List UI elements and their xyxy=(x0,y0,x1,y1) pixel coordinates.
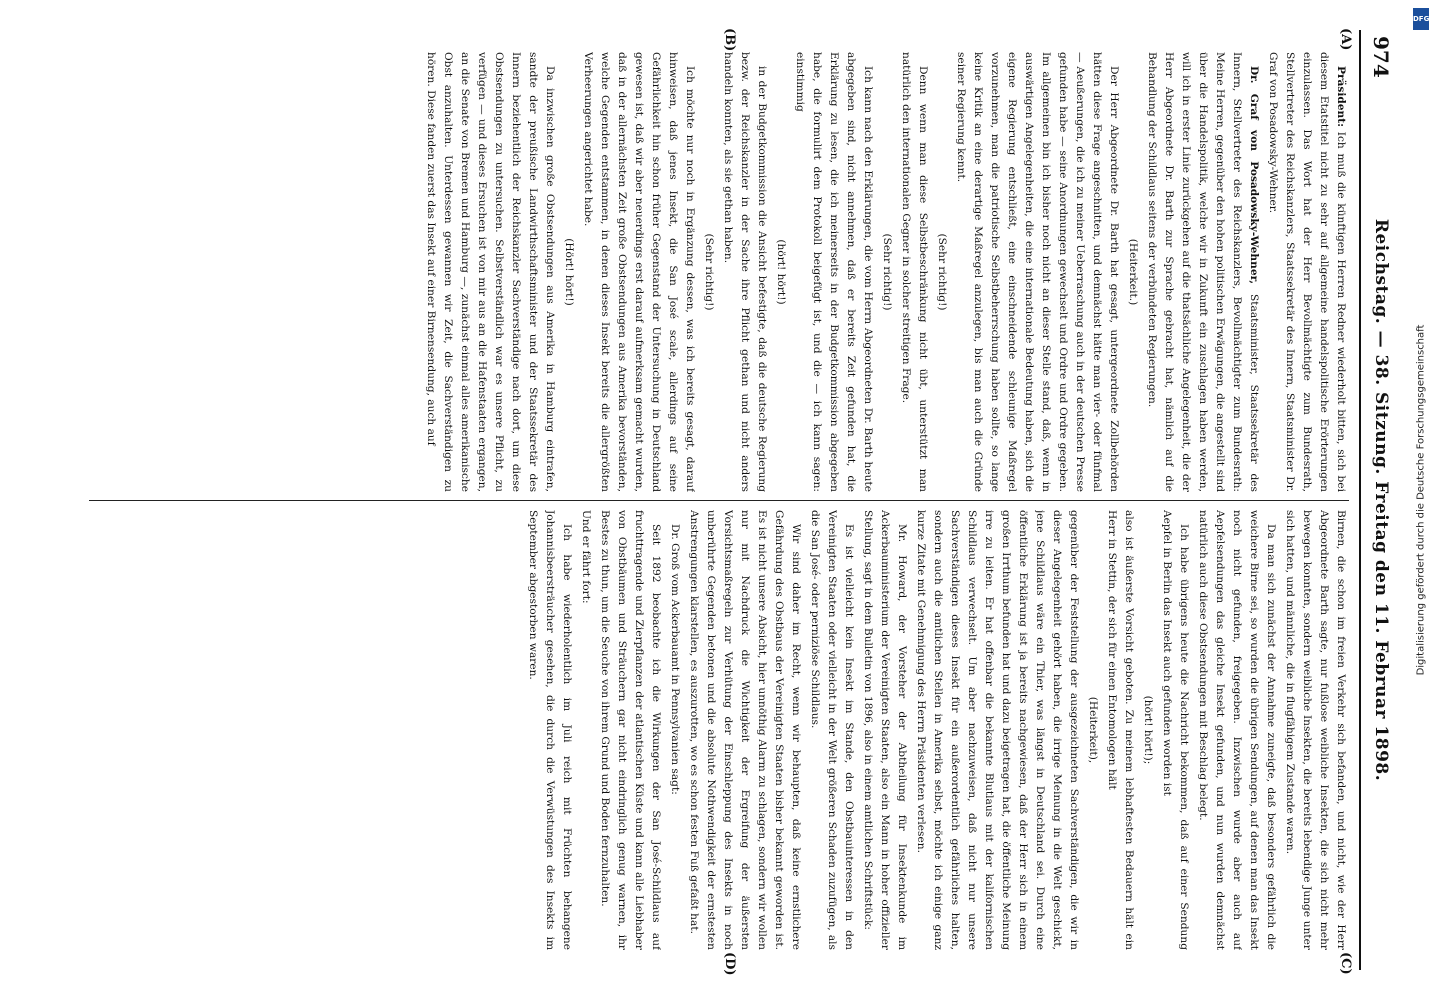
digitization-note: Digitalisierung gefördert durch die Deutsche Forschungsgemeinschaft xyxy=(1415,324,1427,676)
digitization-credit xyxy=(1410,8,1432,992)
paragraph xyxy=(719,52,770,492)
paragraph xyxy=(1084,510,1101,950)
paragraph-text: Mr. Howard, der Vorsteher der Abtheilung für Insektenkunde im Ackerbauministerium der Vereinigten Staaten, also ein Mann in hoher offizieller Stellung, sagt in dem Bulletin von 1896, also in einem amtlichen Schriftstück: xyxy=(862,510,908,950)
paragraph xyxy=(878,52,895,492)
paragraph xyxy=(596,510,664,950)
paragraph xyxy=(1103,510,1137,950)
paragraph-text: Ich habe übrigens heute die Nachricht bekommen, daß auf einer Sendung Aepfel in Berlin das Insekt auch gefunden worden ist xyxy=(1161,510,1190,950)
paragraph xyxy=(1281,510,1349,950)
page-number: 974 xyxy=(1369,36,1393,78)
paragraph xyxy=(700,52,717,492)
paragraph xyxy=(952,52,1122,492)
paragraph-text: Da man sich zunächst der Annahme zuneigte, daß besonders gefährlich die weichere Birne sei, so wurden die übrigen Sendungen, auf denen man das Insekt noch nicht gefunden, freigegeben. Inzwischen wurde aber auch auf Aepfelsendungen das gleiche Insekt gefunden, und nun wurden demnächst natürlich auch diese Obstsendungen mit Beschlag belegt. xyxy=(1197,510,1277,950)
paragraph-text: (Heiterkeit.) xyxy=(1127,238,1139,306)
margin-mark-a: (A) xyxy=(1338,28,1353,51)
paragraph xyxy=(666,510,683,950)
paragraph-text: Birnen, die schon im freien Verkehr sich befanden, und nicht, wie der Herr Abgeordnete Barth sagte, nur fußlose weibliche Insekten, die sich nicht mehr bewegen konnten, sondern weibliche Insekten, die bereits lebendige Junge unter sich hatten, und männliche, die in flugfähigem Zustande waren. xyxy=(1284,510,1347,950)
paragraph xyxy=(1264,52,1349,492)
paragraph xyxy=(1194,510,1279,950)
right-column xyxy=(89,510,1349,950)
margin-mark-d: (D) xyxy=(722,952,737,976)
paragraph xyxy=(579,52,698,492)
paragraph-text: in der Budgetkommission die Ansicht befestigte, daß die deutsche Regierung bezw. der Reichskanzler in der Sache ihre Pflicht gethan und nicht anders handeln konnten, als sie gethan haben. xyxy=(722,52,768,492)
paragraph xyxy=(685,510,804,950)
paragraph xyxy=(772,52,789,492)
paragraph-text: Ich habe wiederholentlich im Juli reich mit Früchten behangene Johannisbeersträucher gesehen, die durch die Verwüstungen des Insekts im September abgestorben waren. xyxy=(527,510,573,950)
paragraph xyxy=(577,510,594,950)
paragraph-text: Es ist vielleicht kein Insekt im Stande, den Obstbauinteressen in den Vereinigten Staaten oder vielleicht in der Welt größeren Schaden zuzufügen, als die San José- oder perniziöse Schildlaus. xyxy=(809,510,855,950)
speaker-name: Dr. Graf von Posadowsky-Wehner, xyxy=(1248,66,1260,285)
paragraph xyxy=(560,52,577,492)
paragraph-text: Und er fährt fort: xyxy=(580,510,592,604)
paragraph-text: Ich muß die künftigen Herren Redner wiederholt bitten, sich bei diesem Etatstitel nicht zu sehr auf allgemeine handelspolitische Erörterungen einzulassen. Das Wort hat der Herr Bevollmächtigte zum Bundesrath, Stellvertreter des Reichskanzlers, Staatssekretär des Innern, Staatsminister Dr. Graf von Posadowsky-Wehner. xyxy=(1267,52,1347,492)
paragraph-text: Wir sind daher im Recht, wenn wir behaupten, daß keine ernstlichere Gefährdung des Obstbaus der Vereinigten Staaten bisher bekannt geworden ist. Es ist nicht unsere Absicht, hier unnöthig Alarm zu schlagen, sondern wir wollen nur mit Nachdruck die Wichtigkeit der Ergreifung der äußersten Vorsichtsmaßregeln zur Verhütung der Einschleppung des Insekts in noch unberührte Gegenden betonen und die absolute Nothwendigkeit der ernstesten Anstrengungen klarstellen, es auszurotten, wo es schon festen Fuß gefaßt hat. xyxy=(688,510,802,950)
paragraph-text: (Sehr richtig!) xyxy=(936,233,948,311)
paragraph xyxy=(806,510,857,950)
paragraph-text: (Sehr richtig!) xyxy=(881,233,893,311)
paragraph-text: Da inzwischen große Obstsendungen aus Amerika in Hamburg eintrafen, sandte der preußische Landwirthschaftsminister und der Staatssekretär des Innern beziehentlich der Reichskanzler Sachverständige nach dort, um diese Obstsendungen zu untersuchen. Selbstverständlich war es unsere Pflicht, zu verfügen — und dieses Ersuchen ist von mir aus an die Hafenstaaten ergangen, an die Senate von Bremen und Hamburg —, zunächst einmal alles amerikanische Obst anzuhalten. Unterdessen gewannen wir Zeit, die Sachverständigen zu hören. Diese fanden zuerst das Insekt auf einer Birnensendung, auch auf xyxy=(425,52,556,492)
header-rule xyxy=(1359,30,1361,970)
paragraph-text: (Hört! hört!) xyxy=(563,238,575,306)
dfg-logo: DFG xyxy=(1413,8,1429,30)
paragraph xyxy=(524,510,575,950)
paragraph xyxy=(791,52,876,492)
paragraph-text: Seit 1892 beobachte ich die Wirkungen der San José-Schildlaus auf fruchttragende und Zierpflanzen der atlantischen Küste und kann alle Liebhaber von Obstbäumen und Sträuchern gar nicht eindringlich genug warnen, ihr Bestes zu thun, um die Seuche von ihrem Grund und Boden fernzuhalten. xyxy=(599,510,662,950)
paragraph-text: Dr. Groß vom Ackerbauamt in Pennsylvanien sagt: xyxy=(669,524,681,795)
paragraph-text: gegenüber der Feststellung der ausgezeichneten Sachverständigen, die wir in dieser Angelegenheit gehört haben, die irrige Meinung in die Welt geschickt, jene Schildlaus wäre ein Thier, was längst in Deutschland sei. Durch eine öffentliche Erklärung ist ja bereits nachgewiesen, daß der Herr sich in einem großen Irrthum befunden hat und dazu beigetragen hat, die öffentliche Meinung irre zu leiten. Er hat offenbar die bekannte Blutlaus mit der kalifornischen Schildlaus verwechselt. Um aber nachzuweisen, daß nicht nur unsere Sachverständigen dieses Insekt für ein außerordentlich gefährliches halten, sondern auch die amtlichen Stellen in Amerika selbst, möchte ich einige ganz kurze Zitate mit Genehmigung des Herrn Präsidenten verlesen. xyxy=(915,510,1080,950)
margin-mark-c: (C) xyxy=(1338,952,1353,975)
running-head: Reichstag. — 38. Sitzung. Freitag den 11. Februar 1898. xyxy=(1371,218,1391,782)
paragraph xyxy=(1158,510,1192,950)
paragraph-text: Denn wenn man diese Selbstbeschränkung nicht übt, unterstützt man natürlich den internationalen Gegner in solcher streitigen Frage. xyxy=(900,52,929,492)
paragraph-text: Der Herr Abgeordnete Dr. Barth hat gesagt, untergeordnete Zollbehörden hätten diese Frage angeschnitten, und demnächst hätte man vier- oder fünfmal — Aeußerungen, die ich zu meiner Ueberraschung auch in der deutschen Presse gefunden habe — seine Anordnungen gewechselt und Ordre und Ordre gegeben. Im allgemeinen bin ich bisher noch nicht an dieser Stelle stand, daß, wenn in auswärtigen Angelegenheiten, die eine internationale Bedeutung haben, sich die eigene Regierung entschließt, eine einschneidende schleunige Maßregel vorzunehmen, man die patriotische Selbstbeherrschung haben sollte, so lange keine Kritik an eine derartige Maßregel anzulegen, bis man auch die Gründe seiner Regierung kennt. xyxy=(955,52,1120,492)
margin-mark-b: (B) xyxy=(722,28,737,52)
paragraph-text: (Sehr richtig!) xyxy=(703,233,715,311)
paragraph-text: Ich kann nach den Erklärungen, die vom Herrn Abgeordneten Dr. Barth heute abgegeben sind, nicht annehmen, daß er bereits Zeit gefunden hat, die Erklärung zu lesen, die ich meinerseits in der Budgetkommission abgegeben habe, die formulirt dem Protokoll beigefügt ist, und die — ich kann sagen: einstimmig xyxy=(794,52,874,492)
speaker-name: Präsident: xyxy=(1335,66,1347,128)
paragraph-text: Staatsminister, Staatssekretär des Innern, Stellvertreter des Reichskanzlers, Bevollmächtigter zum Bundesrath: Meine Herren, gegenüber den hohen politischen Erwägungen, die angestellt sind über die Handelspolitik, welche wir in Zukunft ein zuschlagen haben werden, will ich in erster Linie zurückgehen auf die thatsächliche Angelegenheit, die der Herr Abgeordnete Dr. Barth zur Sprache gebracht hat, nämlich auf die Behandlung der Schildlaus seitens der verbündeten Regierungen. xyxy=(1146,52,1260,492)
column-rule xyxy=(89,500,1349,501)
paragraph xyxy=(422,52,558,492)
paragraph xyxy=(897,52,931,492)
paragraph xyxy=(859,510,910,950)
paragraph xyxy=(933,52,950,492)
paragraph-text: also ist äußerste Vorsicht geboten. Zu meinem lebhaftesten Bedauern hält ein Herr in Stettin, der sich für einen Entomologen hält xyxy=(1106,510,1135,950)
paragraph-text: (hört! hört!); xyxy=(1142,695,1154,765)
paragraph-text: (Heiterkeit), xyxy=(1087,696,1099,764)
rotated-document-sheet xyxy=(77,28,1397,976)
paragraph-text: Ich möchte nur noch in Ergänzung dessen, was ich bereits gesagt, darauf hinweisen, daß jenes Insekt, die San José scale, allerdings auf seine Gefährlichkeit hin schon früher Gegenstand der Untersuchung in Deutschland gewesen ist, daß wir aber neuerdings erst darauf aufmerksam gemacht wurden, daß in der allernächsten Zeit große Obstsendungen aus Amerika bevorständen, welche Gegenden entstammen, in denen dieses Insekt bereits die allergrößten Verheerungen angerichtet habe. xyxy=(582,52,696,492)
paragraph-text: (hört! hört!) xyxy=(775,239,787,305)
paragraph xyxy=(1124,52,1141,492)
running-header xyxy=(1361,30,1397,970)
paragraph xyxy=(912,510,1082,950)
left-column xyxy=(89,52,1349,492)
paragraph xyxy=(1139,510,1156,950)
paragraph xyxy=(1143,52,1262,492)
